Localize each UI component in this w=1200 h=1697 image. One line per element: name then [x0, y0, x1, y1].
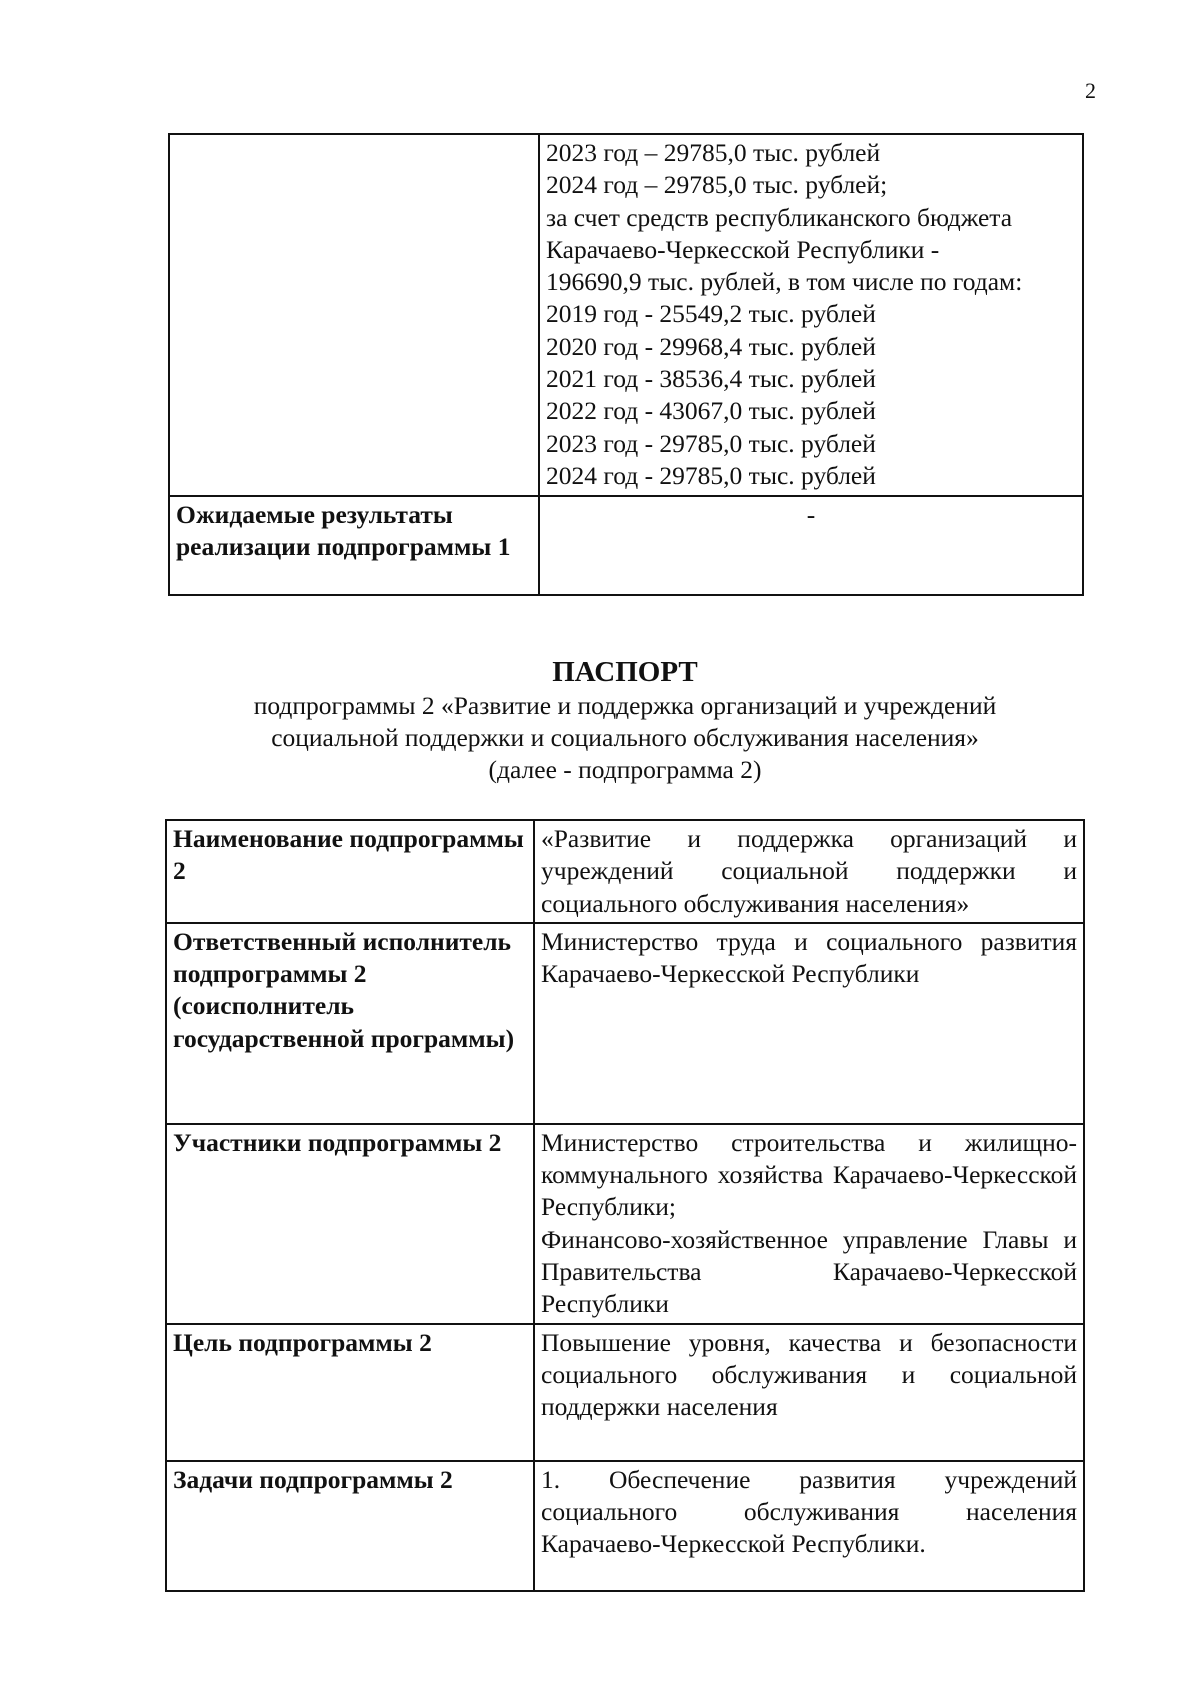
funding-line: 2021 год - 38536,4 тыс. рублей — [546, 364, 876, 394]
passport-subtitle — [165, 690, 1085, 786]
row-label: Участники подпрограммы 2 — [166, 1124, 534, 1324]
passport-title: ПАСПОРТ — [552, 656, 698, 688]
row-label: Задачи подпрограммы 2 — [166, 1461, 534, 1591]
row-label: Цель подпрограммы 2 — [166, 1324, 534, 1461]
table-row — [166, 923, 1084, 1124]
participant-item: Министерство строительства и жилищно-коммунального хозяйства Карачаево-Черкесской Республики; — [541, 1127, 1077, 1222]
funding-line: 2020 год - 29968,4 тыс. рублей — [546, 331, 876, 361]
passport-subtitle-line: социальной поддержки и социального обслуживания населения» — [271, 723, 979, 752]
funding-line: 2024 год - 29785,0 тыс. рублей — [546, 460, 876, 490]
table-row — [166, 1324, 1084, 1461]
passport-table — [165, 819, 1085, 1592]
page-number: 2 — [1085, 78, 1096, 103]
funding-line: за счет средств республиканского бюджета — [546, 202, 1013, 232]
results-value: - — [539, 496, 1083, 595]
funding-line: 2019 год - 25549,2 тыс. рублей — [546, 299, 876, 329]
funding-line: 2023 год – 29785,0 тыс. рублей — [546, 138, 881, 167]
funding-line: 2024 год – 29785,0 тыс. рублей; — [546, 170, 888, 200]
row-value: «Развитие и поддержка организаций и учреждений социальной поддержки и социального обслуживания населения» — [534, 820, 1084, 923]
funding-label-cell — [169, 134, 539, 496]
table-row — [166, 1461, 1084, 1591]
funding-line: 196690,9 тыс. рублей, в том числе по годам: — [546, 267, 1023, 297]
row-value: Министерство труда и социального развития Карачаево-Черкесской Республики — [534, 923, 1084, 1124]
passport-subtitle-line: подпрограммы 2 «Развитие и поддержка организаций и учреждений — [253, 691, 997, 720]
funding-line: 2023 год - 29785,0 тыс. рублей — [546, 428, 876, 458]
row-label: Ответственный исполнитель подпрограммы 2 (соисполнитель государственной программы) — [166, 923, 534, 1124]
table-row — [166, 820, 1084, 923]
row-label: Наименование подпрограммы 2 — [166, 820, 534, 923]
funding-line: 2022 год - 43067,0 тыс. рублей — [546, 396, 876, 426]
table-row — [166, 1124, 1084, 1324]
funding-line: Карачаево-Черкесской Республики - — [546, 234, 940, 264]
funding-value-cell — [539, 134, 1083, 496]
row-value: Повышение уровня, качества и безопасности социального обслуживания и социальной поддержки населения — [534, 1324, 1084, 1461]
results-row — [169, 496, 1083, 595]
results-label: Ожидаемые результаты реализации подпрограммы 1 — [169, 496, 539, 595]
participant-item: Финансово-хозяйственное управление Главы и Правительства Карачаево-Черкесской Республики — [541, 1224, 1077, 1319]
funding-table — [168, 133, 1084, 596]
passport-subtitle-line: (далее - подпрограмма 2) — [488, 755, 762, 784]
row-value — [534, 1124, 1084, 1324]
funding-row — [169, 134, 1083, 496]
row-value: 1. Обеспечение развития учреждений социального обслуживания населения Карачаево-Черкесской Республики. — [534, 1461, 1084, 1591]
